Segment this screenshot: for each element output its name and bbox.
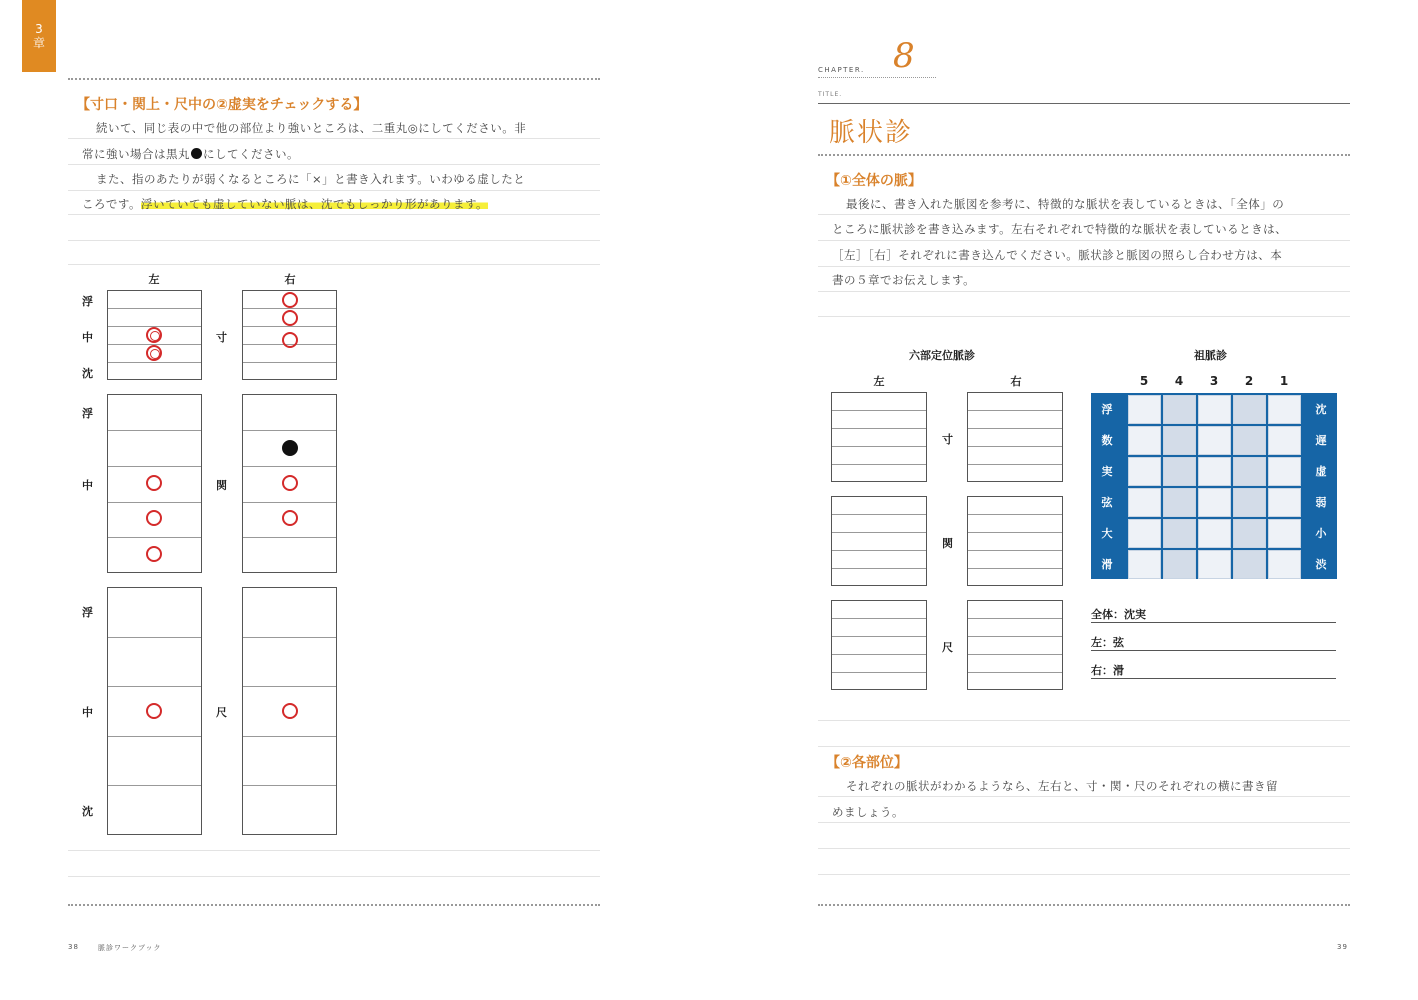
grid-cell[interactable] [1198,550,1231,579]
grid-cell[interactable] [1198,519,1231,548]
grid-cell[interactable] [1128,488,1161,517]
chapter-tab-number: 3 [35,22,43,36]
rokubu-label: 六部定位脈診 [909,349,975,362]
column-label-right: 右 [284,273,296,286]
filled-dot-icon [191,148,202,159]
grid-left-label: 滑 [1101,557,1113,571]
row-label-deep: 沈 [82,367,93,380]
row-label-float: 浮 [82,606,93,619]
ruled-line [818,746,1350,747]
circle-mark [282,703,298,719]
position-label-kan: 関 [216,479,227,492]
blank-grid-left-kan[interactable] [831,496,927,586]
ruled-line [818,720,1350,721]
ruled-line [68,876,600,877]
ruled-line [68,264,600,265]
grid-right-label: 虚 [1315,464,1327,478]
circle-mark [146,510,162,526]
grid-cell[interactable] [1233,395,1266,424]
diagnosis-rule [1091,650,1336,651]
body-text-line: それぞれの脈状がわかるようなら、左右と、寸・関・尺のそれぞれの横に書き留 [846,779,1278,793]
circle-mark [146,546,162,562]
grid-right-label: 弱 [1315,495,1327,509]
position-label-shaku: 尺 [216,706,227,719]
grid-number: 4 [1174,374,1184,388]
grid-cell[interactable] [1163,395,1196,424]
grid-cell[interactable] [1268,488,1301,517]
row-label-middle: 中 [82,331,93,344]
ruled-line [68,138,600,139]
diagnosis-rule [1091,622,1336,623]
title-rule [818,103,1350,104]
body-text-line: ころです。浮いていても虚していない脈は、沈でもしっかり形があります。 [82,197,489,211]
body-text-line: ところに脈状診を書き込みます。左右それぞれで特徴的な脈状を表しているときは、 [832,222,1288,236]
row-label-float: 浮 [82,295,93,308]
chapter-tab-label: 章 [32,36,45,50]
grid-cell[interactable] [1268,457,1301,486]
body-text-line: めましょう。 [832,805,904,819]
ruled-line [68,240,600,241]
chapter-underline [818,77,936,78]
ruled-line [68,164,600,165]
chapter-label: CHAPTER. [818,66,865,74]
circle-mark [282,310,298,326]
grid-cell[interactable] [1233,457,1266,486]
bottom-divider [818,904,1350,906]
section-heading-overall: 【①全体の脈】 [826,173,922,189]
page-number: 39 [1337,943,1348,951]
body-text-line: 書の５章でお伝えします。 [832,273,976,287]
grid-cell[interactable] [1163,488,1196,517]
highlighted-text: 浮いていても虚していない脈は、沈でもしっかり形があります。 [140,197,489,211]
circle-mark [282,510,298,526]
ruled-line [818,848,1350,849]
bottom-divider [68,904,600,906]
grid-cell[interactable] [1128,457,1161,486]
grid-cell[interactable] [1163,457,1196,486]
grid-number: 5 [1139,374,1149,388]
grid-number: 3 [1209,374,1219,388]
grid-cell[interactable] [1163,519,1196,548]
ruled-line [818,240,1350,241]
book-title: 脈診ワークブック [98,944,162,952]
row-label-middle: 中 [82,479,93,492]
grid-left-label: 実 [1101,464,1113,478]
ruled-line [68,190,600,191]
double-circle-mark [146,345,162,361]
grid-cell[interactable] [1233,519,1266,548]
grid-number: 1 [1279,374,1289,388]
grid-cell[interactable] [1268,519,1301,548]
position-label-shaku: 尺 [942,641,953,654]
grid-cell[interactable] [1268,426,1301,455]
grid-cell[interactable] [1128,550,1161,579]
position-label-sun: 寸 [216,331,227,344]
grid-cell[interactable] [1233,550,1266,579]
soumyaku-label: 祖脈診 [1194,349,1227,362]
body-text-line: また、指のあたりが弱くなるところに「×」と書き入れます。いわゆる虚したと [96,172,526,186]
ruled-line [818,316,1350,317]
ruled-line [818,796,1350,797]
grid-left-label: 数 [1101,433,1113,447]
ruled-line [818,822,1350,823]
circle-mark [282,292,298,308]
grid-cell[interactable] [1198,426,1231,455]
position-label-sun: 寸 [942,433,953,446]
grid-cell[interactable] [1163,550,1196,579]
grid-cell[interactable] [1268,550,1301,579]
top-divider [68,78,600,80]
circle-mark [282,332,298,348]
body-text-line: 続いて、同じ表の中で他の部位より強いところは、二重丸◎にしてください。非 [96,121,527,135]
circle-mark [146,475,162,491]
grid-cell[interactable] [1163,426,1196,455]
ruled-line [818,291,1350,292]
body-text-line: ［左］［右］それぞれに書き込んでください。脈状診と脈図の照らし合わせ方は、本 [832,248,1283,262]
grid-cell[interactable] [1268,395,1301,424]
title-label: TITLE. [818,91,843,98]
filled-circle-mark [282,440,298,456]
ruled-line [818,214,1350,215]
grid-cell[interactable] [1198,488,1231,517]
position-label-kan: 関 [942,537,953,550]
diagnosis-rule [1091,678,1336,679]
grid-right-label: 渋 [1315,557,1327,571]
grid-number: 2 [1244,374,1254,388]
body-text-line: 最後に、書き入れた脈図を参考に、特徴的な脈状を表しているときは、「全体」の [846,197,1285,211]
section-heading-parts: 【②各部位】 [826,755,908,771]
row-label-middle: 中 [82,706,93,719]
grid-cell[interactable] [1128,395,1161,424]
soumyaku-grid [1091,393,1337,579]
ruled-line [818,874,1350,875]
grid-cell[interactable] [1233,488,1266,517]
page-number: 38 [68,943,79,951]
ruled-line [818,266,1350,267]
grid-left-label: 大 [1101,526,1113,540]
grid-cell[interactable] [1128,426,1161,455]
section-heading: 【寸口・関上・尺中の②虚実をチェックする】 [76,97,368,113]
grid-cell[interactable] [1128,519,1161,548]
ruled-line [68,214,600,215]
blank-grid-left-sun[interactable] [831,392,927,482]
grid-right-label: 小 [1315,526,1327,540]
chapter-tab [22,0,56,72]
column-label-left: 左 [148,273,160,286]
circle-mark [146,703,162,719]
page-title: 脈状診 [829,118,914,148]
right-page [709,0,1418,1000]
chapter-number: 8 [893,36,915,76]
grid-left-label: 弦 [1101,495,1113,509]
blank-grid-right-shaku[interactable] [967,600,1063,690]
blank-grid-left-shaku[interactable] [831,600,927,690]
diagnosis-overall: 全体：沈実 [1091,608,1146,621]
grid-right-label: 遅 [1315,433,1327,447]
grid-right-label: 沈 [1315,402,1327,416]
title-divider [818,154,1350,156]
grid-cell[interactable] [1198,457,1231,486]
blank-grid-right-sun[interactable] [967,392,1063,482]
ruled-line [68,850,600,851]
row-label-deep: 沈 [82,805,93,818]
grid-cell[interactable] [1233,426,1266,455]
row-label-float: 浮 [82,407,93,420]
double-circle-mark [146,327,162,343]
column-label-left: 左 [873,375,885,388]
body-text-line: 常に強い場合は黒丸 にしてください。 [82,147,299,161]
circle-mark [282,475,298,491]
blank-grid-right-kan[interactable] [967,496,1063,586]
diagnosis-left: 左：弦 [1091,636,1124,649]
grid-left-label: 浮 [1101,402,1113,416]
diagnosis-right: 右：滑 [1091,664,1124,677]
column-label-right: 右 [1010,375,1022,388]
grid-cell[interactable] [1198,395,1231,424]
